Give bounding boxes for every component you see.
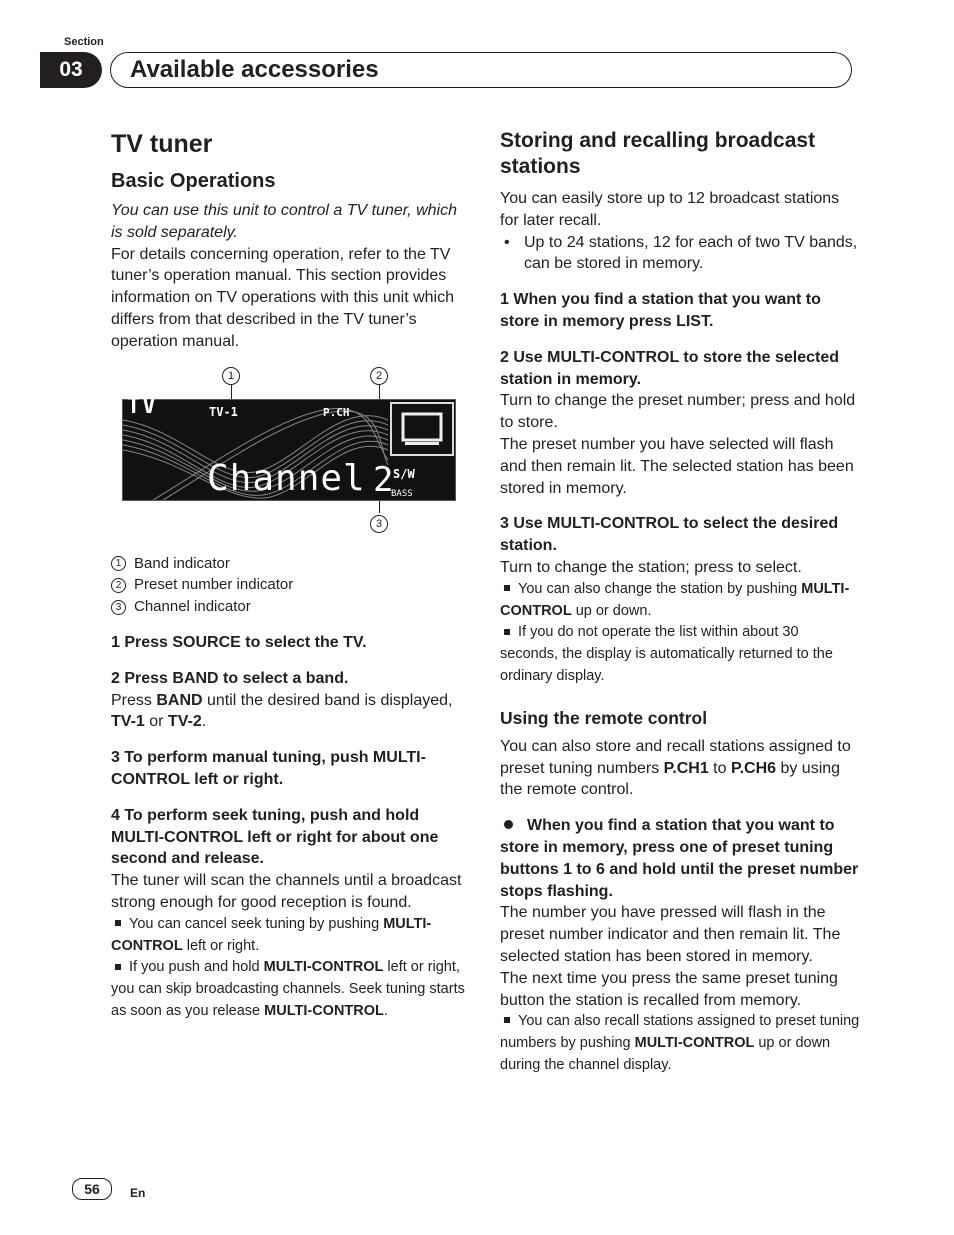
store-step-3-body: Turn to change the station; press to select.: [500, 558, 802, 576]
legend-item: 3 Channel indicator: [111, 596, 466, 618]
tv-tuner-heading: TV tuner: [111, 130, 213, 158]
section-title: Available accessories: [130, 56, 379, 83]
page-number: 56: [72, 1178, 112, 1200]
language-label: En: [130, 1186, 146, 1200]
intro-text: For details concerning operation, refer to the TV tuner’s operation manual. This section provides information on TV operations with this unit which differs from that described in the TV tuner’s operation manual.: [111, 245, 454, 350]
note-square-icon: [504, 629, 510, 635]
channel-text: Channel: [207, 457, 366, 499]
step-2-body: Press BAND until the desired band is displayed, TV-1 or TV-2.: [111, 691, 453, 731]
legend-item: 2 Preset number indicator: [111, 574, 466, 596]
remote-step: When you find a station that you want to store in memory, press one of preset tuning buttons 1 to 6 and hold until the preset number stops flashing.: [500, 817, 859, 900]
step-3: 3 To perform manual tuning, push MULTI-CONTROL left or right.: [111, 749, 426, 788]
callout-3: 3: [370, 515, 388, 533]
step-4-body: The tuner will scan the channels until a broadcast strong enough for good reception is found.: [111, 872, 462, 911]
bass-indicator: BASS: [391, 488, 413, 499]
remote-control-heading: Using the remote control: [500, 707, 708, 728]
note-square-icon: [115, 964, 121, 970]
note-square-icon: [504, 1017, 510, 1023]
storing-bullet: • Up to 24 stations, 12 for each of two TV bands, can be stored in memory.: [500, 232, 860, 276]
pch-indicator: P.CH: [323, 405, 350, 419]
step-2: 2 Press BAND to select a band.: [111, 669, 349, 687]
remote-note: You can also recall stations assigned to preset tuning numbers by pushing MULTI-CONTROL up or down during the channel display.: [500, 1013, 860, 1073]
channel-indicator: 2: [373, 459, 394, 500]
right-column: [500, 128, 860, 1077]
bullet-dot-icon: [504, 820, 513, 829]
note-square-icon: [504, 585, 510, 591]
note-2: If you push and hold MULTI-CONTROL left or right, you can skip broadcasting channels. Seek tuning starts as soon as you release MULTI-CONTROL.: [111, 959, 465, 1019]
sw-indicator: S/W: [393, 466, 415, 481]
store-step-2-body1: Turn to change the preset number; press and hold to store.: [500, 392, 856, 432]
legend-item: 1 Band indicator: [111, 553, 466, 575]
store-step-3: 3 Use MULTI-CONTROL to select the desired station.: [500, 515, 839, 555]
band-sub: TV-1: [209, 404, 238, 419]
step-1: 1 Press SOURCE to select the TV.: [111, 633, 367, 651]
storing-heading: Storing and recalling broadcast stations: [500, 129, 816, 178]
section-label: Section: [64, 36, 104, 48]
callout-3-line: [379, 501, 380, 513]
store-step-1: 1 When you find a station that you want to store in memory press LIST.: [500, 291, 821, 330]
storing-intro: You can easily store up to 12 broadcast stations for later recall.: [500, 190, 840, 229]
lcd-display: [122, 393, 456, 501]
remote-body-1: The number you have pressed will flash in the preset number indicator and then remain lit. The selected station has been stored in memory.: [500, 904, 841, 965]
store-note-1: You can also change the station by pushing MULTI-CONTROL up or down.: [500, 580, 850, 619]
note-1: You can cancel seek tuning by pushing MULTI-CONTROL left or right.: [111, 915, 432, 954]
store-note-2: If you do not operate the list within about 30 seconds, the display is automatically returned to the ordinary display.: [500, 624, 833, 684]
callout-1: 1: [222, 367, 240, 385]
callout-2: 2: [370, 367, 388, 385]
store-step-2-body2: The preset number you have selected will flash and then remain lit. The selected station has been stored in memory.: [500, 435, 854, 497]
callout-legend: [111, 553, 466, 618]
band-indicator: TV: [127, 393, 158, 419]
note-square-icon: [115, 920, 121, 926]
basic-operations-heading: Basic Operations: [111, 170, 276, 192]
remote-intro: You can also store and recall stations assigned to preset tuning numbers P.CH1 to P.CH6 by using the remote control.: [500, 737, 851, 799]
step-4: 4 To perform seek tuning, push and hold MULTI-CONTROL left or right for about one second and release.: [111, 806, 439, 868]
left-column: [111, 128, 466, 1023]
remote-body-2: The next time you press the same preset tuning button the station is recalled from memory.: [500, 969, 838, 1009]
section-number: 03: [40, 52, 102, 88]
store-step-2: 2 Use MULTI-CONTROL to store the selected station in memory.: [500, 348, 840, 388]
intro-italic: You can use this unit to control a TV tuner, which is sold separately.: [111, 202, 457, 241]
display-figure: [111, 361, 451, 547]
